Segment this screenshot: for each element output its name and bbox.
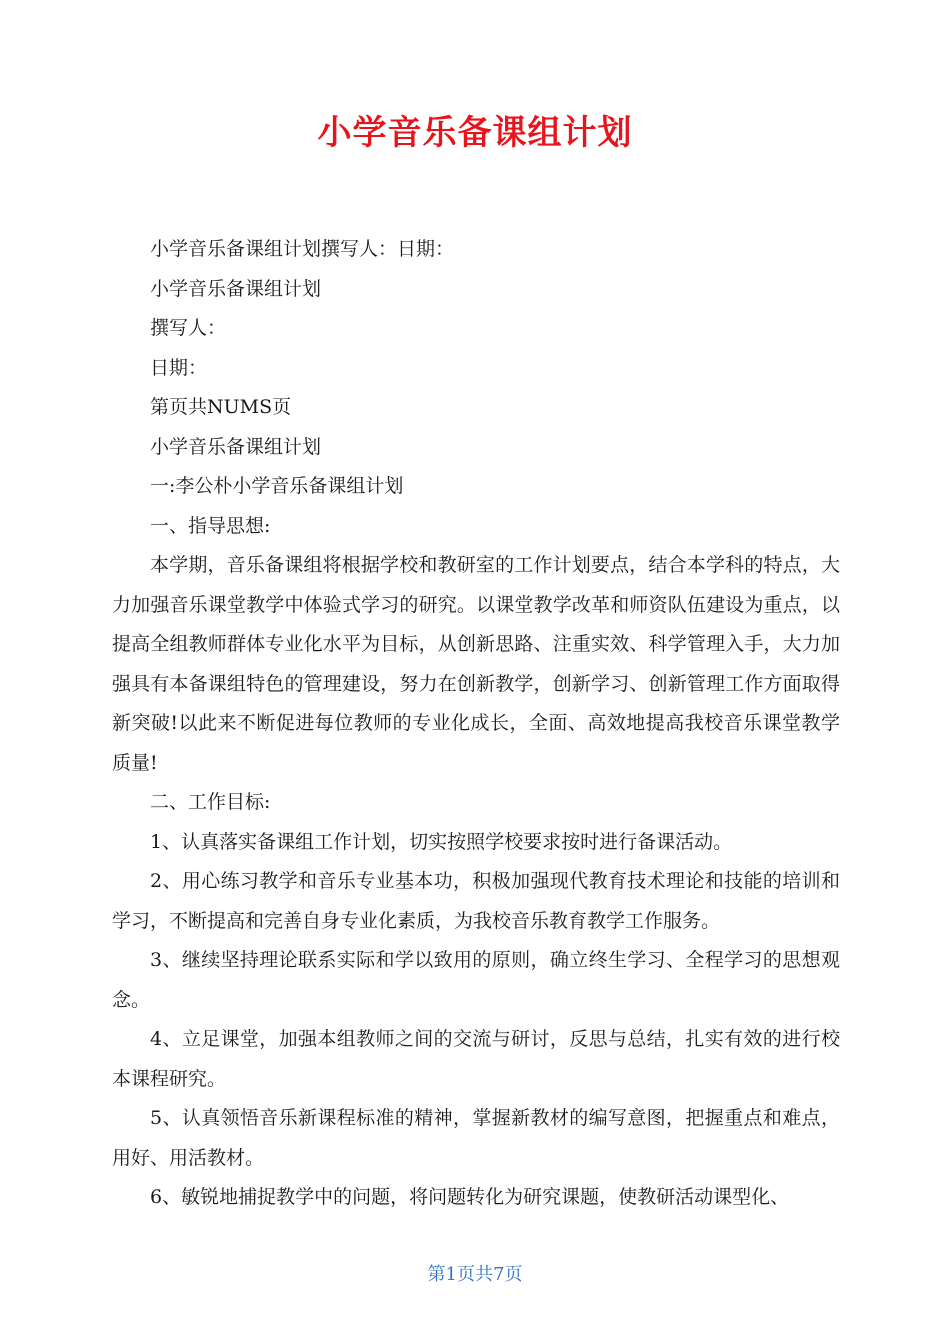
goal-item-1: 1、认真落实备课组工作计划，切实按照学校要求按时进行备课活动。 bbox=[150, 830, 733, 853]
section-heading-guiding-thought: 一、指导思想: bbox=[150, 514, 271, 537]
document-title: 小学音乐备课组计划 bbox=[317, 113, 633, 153]
paragraph-school-plan: 一:李公朴小学音乐备课组计划 bbox=[150, 475, 404, 497]
paragraph-plan-name: 小学音乐备课组计划 bbox=[150, 277, 322, 300]
goal-item-4: 4、立足课堂，加强本组教师之间的交流与研讨，反思与总结，扎实有效的进行校本课程研究。 bbox=[112, 1028, 840, 1090]
paragraph-author: 撰写人： bbox=[150, 317, 227, 339]
paragraph-page-placeholder: 第页共NUMS页 bbox=[150, 396, 292, 418]
goal-item-2: 2、用心练习教学和音乐专业基本功，积极加强现代教育技术理论和技能的培训和学习，不断提高和完善自身专业化素质，为我校音乐教育教学工作服务。 bbox=[112, 870, 840, 932]
document-body bbox=[112, 230, 840, 1218]
paragraph-guiding-thought: 本学期，音乐备课组将根据学校和教研室的工作计划要点，结合本学科的特点，大力加强音乐课堂教学中体验式学习的研究。以课堂教学改革和师资队伍建设为重点，以提高全组教师群体专业化水平为目标，从创新思路、注重实效、科学管理入手，大力加强具有本备课组特色的管理建设，努力在创新教学，创新学习、创新管理工作方面取得新突破!以此来不断促进每位教师的专业化成长，全面、高效地提高我校音乐课堂教学质量! bbox=[112, 554, 840, 774]
paragraph-date: 日期： bbox=[150, 356, 208, 379]
paragraph-plan-name-repeat: 小学音乐备课组计划 bbox=[150, 435, 322, 458]
goal-item-6: 6、敏锐地捕捉教学中的问题，将问题转化为研究课题，使教研活动课型化、 bbox=[150, 1186, 790, 1208]
paragraph-header-line: 小学音乐备课组计划撰写人：日期： bbox=[150, 238, 455, 260]
goal-item-5: 5、认真领悟音乐新课程标准的精神，掌握新教材的编写意图，把握重点和难点，用好、用活教材。 bbox=[112, 1107, 840, 1169]
page-number-footer: 第1页共7页 bbox=[427, 1264, 523, 1285]
goal-item-3: 3、继续坚持理论联系实际和学以致用的原则，确立终生学习、全程学习的思想观念。 bbox=[112, 949, 840, 1011]
section-heading-work-goals: 二、工作目标: bbox=[150, 791, 271, 813]
